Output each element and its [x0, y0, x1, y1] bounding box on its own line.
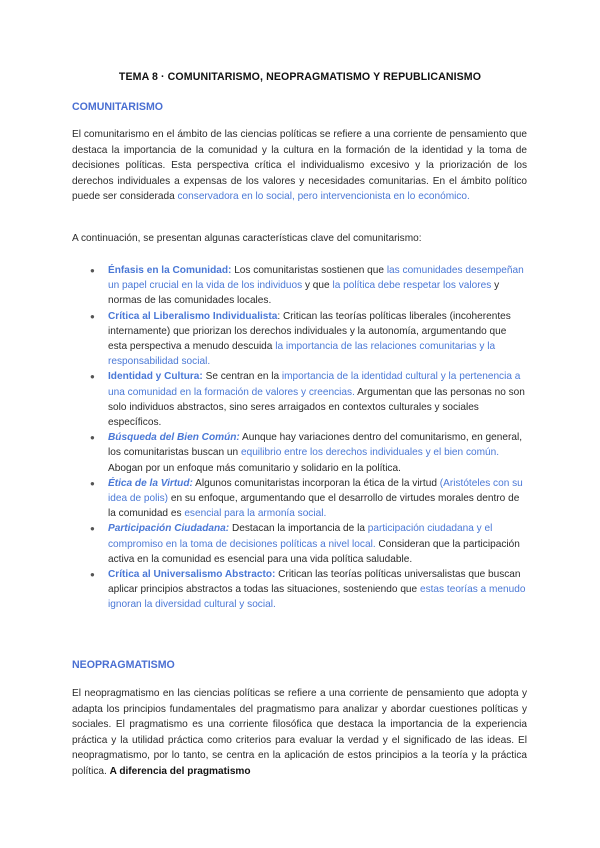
bullet-icon: ● — [90, 524, 95, 534]
item-highlight: importancia de la identidad cultural y la pertenencia a una comunidad en la formación de valores y creencias. — [108, 371, 521, 398]
item-text: y que — [302, 280, 333, 292]
document-title: TEMA 8 · COMUNITARISMO, NEOPRAGMATISMO Y REPUBLICANISMO — [118, 71, 482, 83]
bullet-icon: ● — [90, 570, 95, 580]
characteristics-list — [72, 263, 527, 613]
item-term: Participación Ciudadana: — [108, 523, 230, 535]
paragraph-strong: A diferencia del pragmatismo — [109, 765, 251, 777]
item-term: Búsqueda del Bien Común: — [108, 432, 240, 444]
list-item-enfasis — [72, 263, 527, 309]
item-text: Se centran en la — [202, 371, 282, 383]
list-item-critica-liberalismo — [72, 309, 527, 370]
item-highlight: estas teorías a menudo ignoran la diversidad cultural y social. — [108, 584, 526, 611]
bullet-icon: ● — [90, 311, 95, 321]
bullet-icon: ● — [90, 433, 95, 443]
item-term: Ética de la Virtud: — [108, 477, 193, 489]
item-text: : Critican las teorías políticas liberales (incoherentes internamente) que priorizan los derechos individuales y la autonomía, argumentando que esta perspectiva a menudo descuida — [108, 310, 511, 353]
item-text: en su enfoque, argumentando que el desarrollo de virtudes morales dentro de la comunidad es — [108, 493, 520, 520]
list-item-participacion — [72, 521, 527, 567]
section-heading-neopragmatismo: NEOPRAGMATISMO — [72, 659, 175, 671]
item-text: Aunque hay variaciones dentro del comunitarismo, en general, los comunitaristas buscan un — [108, 432, 523, 459]
item-highlight: las comunidades desempeñan un papel crucial en la vida de los individuos — [108, 265, 524, 292]
item-highlight: participación ciudadana y el compromiso en la toma de decisiones políticas a nivel local. — [108, 523, 493, 550]
item-text: Abogan por un enfoque más comunitario y solidario en la política. — [108, 462, 401, 474]
item-text: y normas de las comunidades locales. — [108, 280, 500, 307]
bullet-icon: ● — [90, 372, 95, 382]
item-highlight: (Aristóteles con su idea de polis) — [108, 477, 523, 505]
list-item-identidad — [72, 369, 527, 430]
item-term: Identidad y Cultura: — [108, 371, 203, 383]
paragraph-text: El comunitarismo en el ámbito de las ciencias políticas se refiere a una corriente de pensamiento que destaca la importancia de la comunidad y la cultura en la formación de la identidad y la toma de decisiones políticas. Esta perspectiva crítica el individualismo excesivo y la priorización de los derechos individuales a expensas de los valores y necesidades comunitarias. En el ámbito político puede ser considerada — [72, 129, 527, 203]
bullet-icon: ● — [90, 266, 95, 275]
neopragmatismo-paragraph — [72, 686, 527, 780]
list-intro: A continuación, se presentan algunas características clave del comunitarismo: — [72, 233, 422, 244]
list-item-bien-comun — [72, 430, 527, 476]
item-term: Crítica al Liberalismo Individualista — [108, 310, 278, 322]
item-text: Los comunitaristas sostienen que — [231, 265, 387, 276]
item-highlight: la política debe respetar los valores — [332, 280, 492, 292]
item-highlight: equilibrio entre los derechos individuales y el bien común. — [240, 447, 500, 459]
paragraph-text: El neopragmatismo en las ciencias políticas se refiere a una corriente de pensamiento que adopta y adapta los principios fundamentales del pragmatismo para analizar y abordar cuestiones políticas y sociales. El pragmatismo es una corriente filosófica que destaca la importancia de la experiencia práctica y la utilidad práctica como criterios para evaluar la verdad y el significado de las ideas. El neopragmatismo, por lo tanto, se centra en la aplicación de estos principios a la teoría y la práctica política. — [72, 688, 527, 777]
item-text: Argumentan que las personas no son solo individuos abstractos, sino seres arraigados en contextos culturales y sociales específicos. — [108, 386, 525, 429]
section-heading-comunitarismo: COMUNITARISMO — [72, 101, 164, 113]
item-highlight: la importancia de las relaciones comunitarias y la responsabilidad social. — [108, 341, 496, 368]
item-highlight: esencial para la armonía social. — [184, 508, 327, 520]
item-text: Critican las teorías políticas universalistas que buscan aplicar principios abstractos a todas las situaciones, sosteniendo que — [108, 569, 521, 596]
list-item-etica-virtud — [72, 476, 527, 522]
bullet-icon: ● — [90, 478, 95, 488]
item-term: Énfasis en la Comunidad: — [108, 265, 232, 276]
item-text: Algunos comunitaristas incorporan la ética de la virtud — [192, 477, 440, 489]
highlight-link: conservadora en lo social, pero intervencionista en lo económico. — [177, 191, 470, 203]
comunitarismo-paragraph — [72, 127, 527, 205]
item-text: Destacan la importancia de la — [229, 523, 368, 535]
item-term: Crítica al Universalismo Abstracto: — [108, 569, 276, 581]
item-text: Consideran que la participación activa en la comunidad es esencial para una vida política saludable. — [108, 538, 520, 565]
list-item-universalismo — [72, 567, 527, 613]
